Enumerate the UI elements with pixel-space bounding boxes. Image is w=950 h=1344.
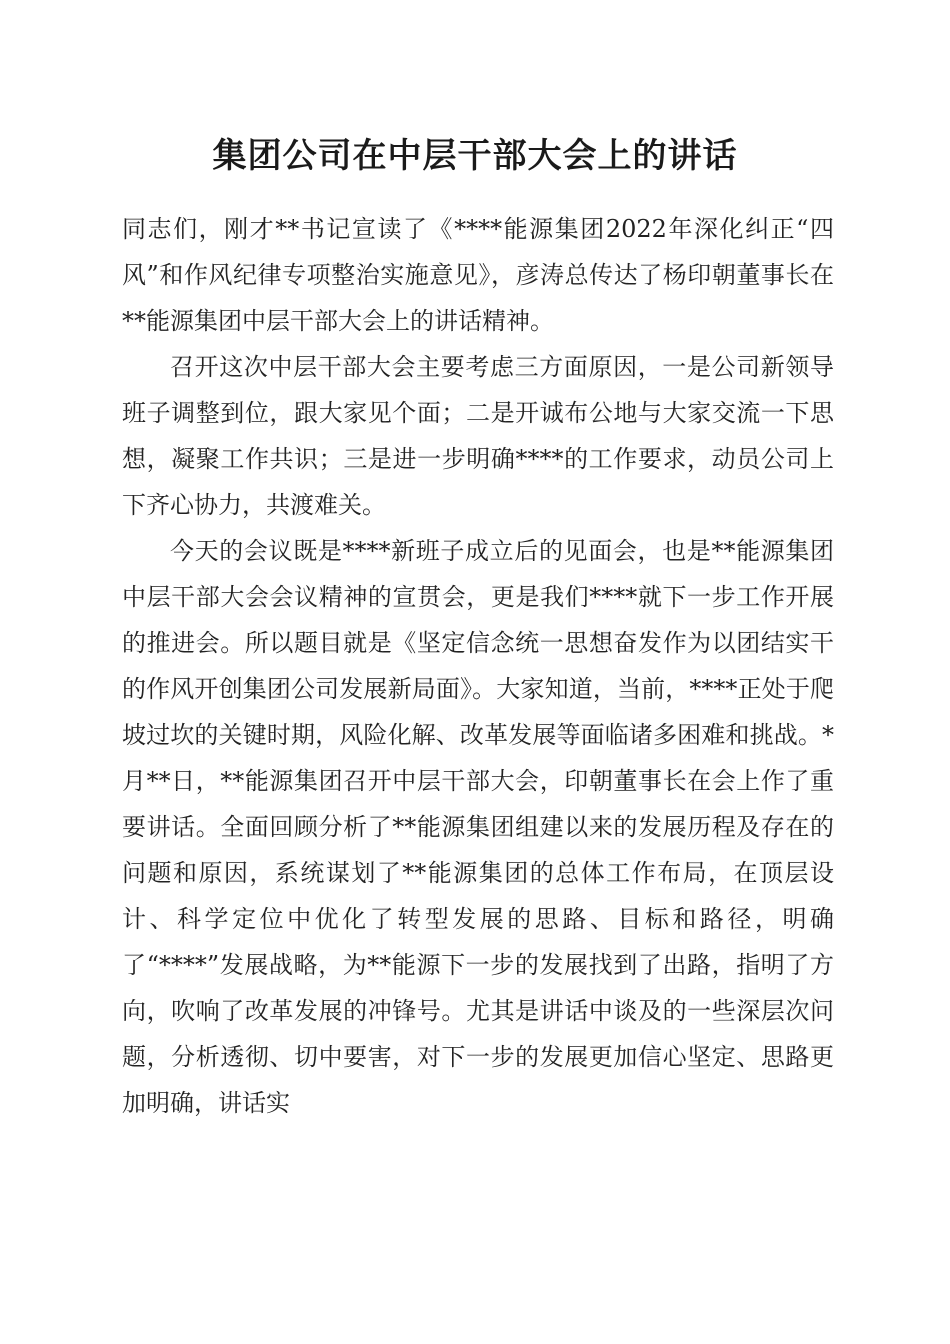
document-body: [122, 206, 834, 1126]
paragraph-opening: 同志们，刚才**书记宣读了《****能源集团2022年深化纠正“四风”和作风纪律专项整治实施意见》，彦涛总传达了杨印朝董事长在**能源集团中层干部大会上的讲话精神。: [122, 215, 834, 335]
document-title: 集团公司在中层干部大会上的讲话: [212, 136, 738, 176]
paragraph-meeting: 今天的会议既是****新班子成立后的见面会，也是**能源集团中层干部大会会议精神的宣贯会，更是我们****就下一步工作开展的推进会。所以题目就是《坚定信念统一思想奋发作为以团结实干的作风开创集团公司发展新局面》。大家知道，当前，****正处于爬坡过坎的关键时期，风险化解、改革发展等面临诸多困难和挑战。*月**日，**能源集团召开中层干部大会，印朝董事长在会上作了重要讲话。全面回顾分析了**能源集团组建以来的发展历程及存在的问题和原因，系统谋划了**能源集团的总体工作布局，在顶层设计、科学定位中优化了转型发展的思路、目标和路径，明确了“****”发展战略，为**能源下一步的发展找到了出路，指明了方向，吹响了改革发展的冲锋号。尤其是讲话中谈及的一些深层次问题，分析透彻、切中要害，对下一步的发展更加信心坚定、思路更加明确，讲话实: [122, 537, 834, 1117]
paragraph-reasons: 召开这次中层干部大会主要考虑三方面原因，一是公司新领导班子调整到位，跟大家见个面；二是开诚布公地与大家交流一下思想，凝聚工作共识；三是进一步明确****的工作要求，动员公司上下齐心协力，共渡难关。: [122, 353, 834, 519]
